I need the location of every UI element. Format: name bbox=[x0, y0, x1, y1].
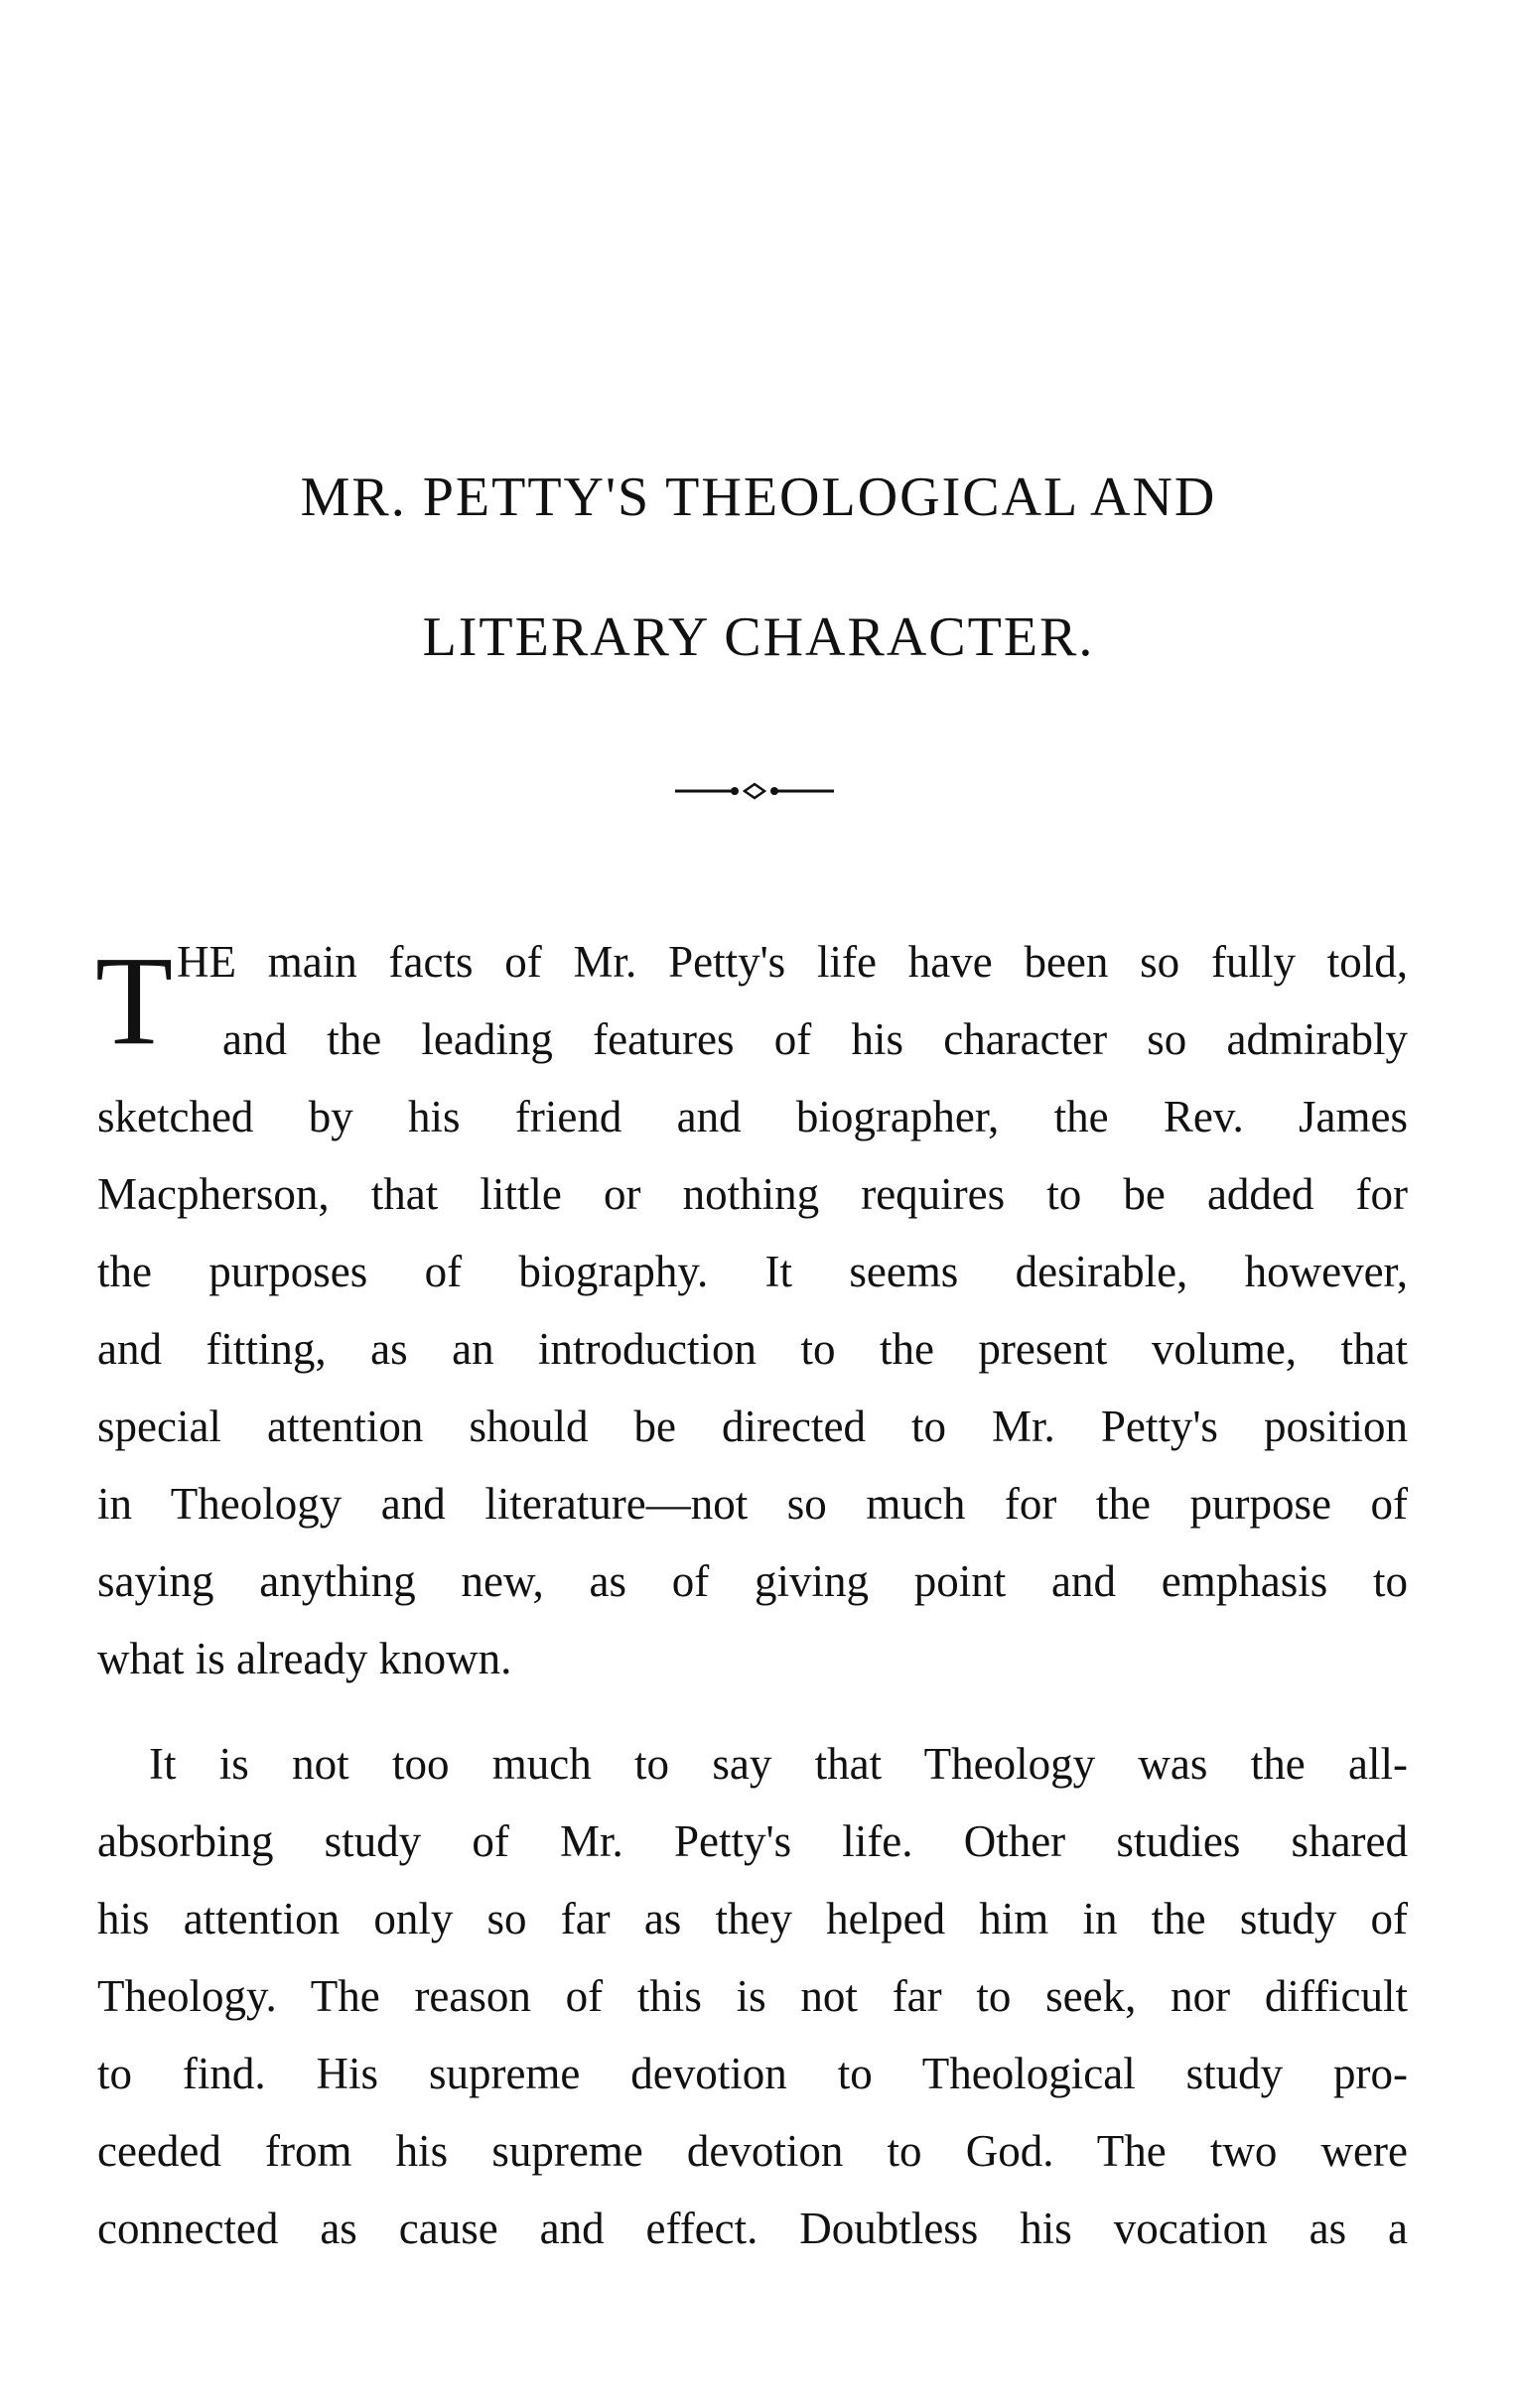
text-line: saying anything new, as of giving point and emphasis to bbox=[97, 1556, 1408, 1606]
chapter-title-line-1: MR. PETTY'S THEOLOGICAL AND bbox=[300, 467, 1217, 528]
text-line: the purposes of biography. It seems desirable, however, bbox=[97, 1247, 1408, 1296]
text-line: what is already known. bbox=[97, 1634, 512, 1683]
drop-cap-letter: T bbox=[95, 930, 174, 1071]
paragraph-2 bbox=[97, 1725, 1408, 2267]
text-line: ceeded from his supreme devotion to God. The two were bbox=[97, 2126, 1408, 2176]
text-line: It is not too much to say that Theology was the all- bbox=[149, 1739, 1408, 1789]
text-line: Macpherson, that little or nothing requires to be added for bbox=[97, 1169, 1408, 1219]
text-line: connected as cause and effect. Doubtless his vocation as a bbox=[97, 2204, 1408, 2253]
text-line: special attention should be directed to Mr. Petty's position bbox=[97, 1402, 1408, 1451]
text-line: and the leading features of his character so admirably bbox=[222, 1014, 1408, 1064]
paragraph-1 bbox=[97, 923, 1408, 1697]
text-line: to find. His supreme devotion to Theological study pro- bbox=[97, 2049, 1408, 2098]
text-line: his attention only so far as they helped him in the study of bbox=[97, 1894, 1408, 1943]
text-line: and fitting, as an introduction to the present volume, that bbox=[97, 1324, 1408, 1374]
text-line: HE main facts of Mr. Petty's life have been so fully told, bbox=[177, 937, 1408, 987]
text-line: in Theology and literature—not so much for the purpose of bbox=[97, 1479, 1408, 1529]
text-line: sketched by his friend and biographer, the Rev. James bbox=[97, 1092, 1408, 1141]
text-line: Theology. The reason of this is not far to seek, nor difficult bbox=[97, 1971, 1408, 2021]
diamond-rule-ornament-icon bbox=[655, 776, 854, 806]
text-line: absorbing study of Mr. Petty's life. Other studies shared bbox=[97, 1816, 1408, 1866]
chapter-title-line-2: LITERARY CHARACTER. bbox=[422, 606, 1095, 668]
